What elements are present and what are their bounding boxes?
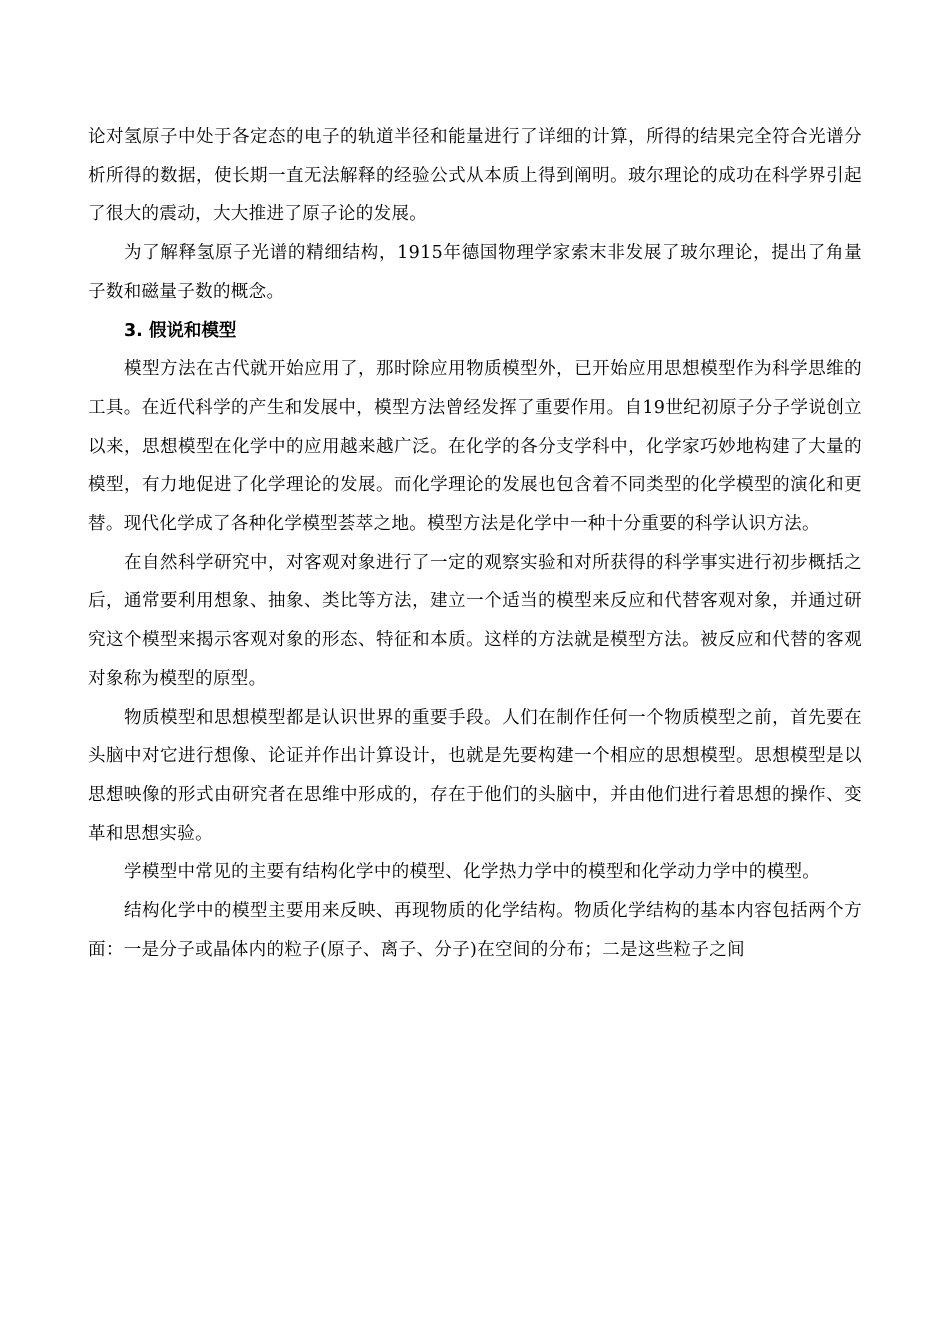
paragraph-2: 为了解释氢原子光谱的精细结构，1915年德国物理学家索末非发展了玻尔理论，提出了角量子数和磁量子数的概念。 (88, 243, 862, 302)
paragraph-5: 物质模型和思想模型都是认识世界的重要手段。人们在制作任何一个物质模型之前，首先要在头脑中对它进行想像、论证并作出计算设计，也就是先要构建一个相应的思想模型。思想模型是以思想映像的形式由研究者在思维中形成的，存在于他们的头脑中，并由他们进行着思想的操作、变革和思想实验。 (88, 707, 862, 844)
paragraph-6: 学模型中常见的主要有结构化学中的模型、化学热力学中的模型和化学动力学中的模型。 (124, 862, 821, 883)
document-body (88, 118, 862, 969)
section-heading: 3. 假说和模型 (124, 320, 237, 341)
paragraph-7: 结构化学中的模型主要用来反映、再现物质的化学结构。物质化学结构的基本内容包括两个方面：一是分子或晶体内的粒子(原子、离子、分子)在空间的分布；二是这些粒子之间 (88, 901, 862, 960)
paragraph-3: 模型方法在古代就开始应用了，那时除应用物质模型外，已开始应用思想模型作为科学思维的工具。在近代科学的产生和发展中，模型方法曾经发挥了重要作用。自19世纪初原子分子学说创立以来，思想模型在化学中的应用越来越广泛。在化学的各分支学科中，化学家巧妙地构建了大量的模型，有力地促进了化学理论的发展。而化学理论的发展也包含着不同类型的化学模型的演化和更替。现代化学成了各种化学模型荟萃之地。模型方法是化学中一种十分重要的科学认识方法。 (88, 359, 862, 535)
paragraph-4: 在自然科学研究中，对客观对象进行了一定的观察实验和对所获得的科学事实进行初步概括之后，通常要利用想象、抽象、类比等方法，建立一个适当的模型来反应和代替客观对象，并通过研究这个模型来揭示客观对象的形态、特征和本质。这样的方法就是模型方法。被反应和代替的客观对象称为模型的原型。 (88, 552, 862, 689)
paragraph-1: 论对氢原子中处于各定态的电子的轨道半径和能量进行了详细的计算，所得的结果完全符合光谱分析所得的数据，使长期一直无法解释的经验公式从本质上得到阐明。玻尔理论的成功在科学界引起了很大的震动，大大推进了原子论的发展。 (88, 127, 862, 225)
